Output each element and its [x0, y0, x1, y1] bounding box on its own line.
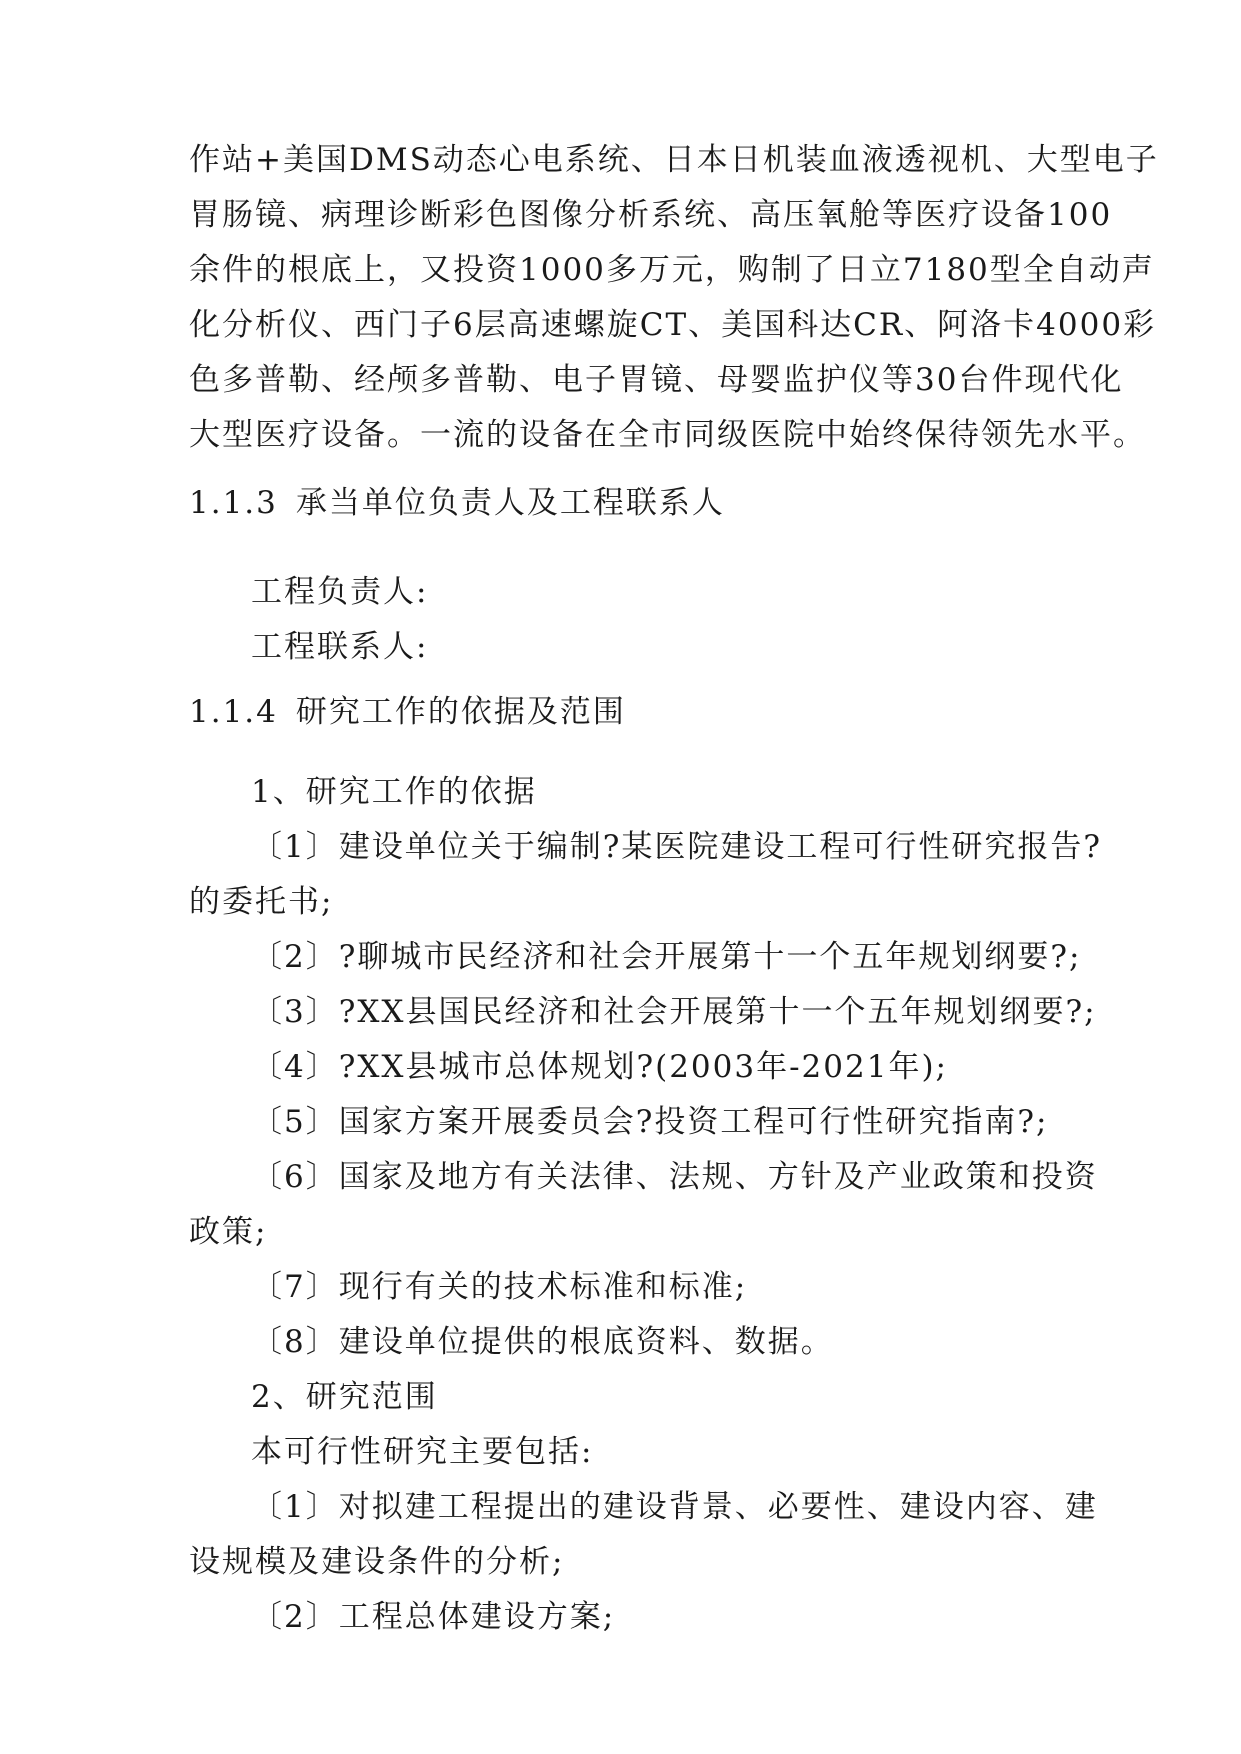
- section-title: 承当单位负责人及工程联系人: [295, 485, 725, 521]
- basis-item: 〔2〕?聊城市民经济和社会开展第十一个五年规划纲要?;: [251, 939, 1082, 975]
- body-text-line: 余件的根底上，又投资1000多万元，购制了日立7180型全自动声: [189, 252, 1155, 288]
- section-number: 1.1.3: [189, 485, 278, 521]
- basis-item: 〔8〕建设单位提供的根底资料、数据。: [251, 1324, 834, 1360]
- basis-heading: 1、研究工作的依据: [251, 774, 537, 810]
- basis-item-continuation: 政策;: [189, 1214, 268, 1250]
- basis-item: 〔4〕?XX县城市总体规划?(2003年-2021年);: [251, 1049, 948, 1085]
- body-text-line: 作站+美国DMS动态心电系统、日本日机装血液透视机、大型电子: [189, 142, 1159, 178]
- section-title: 研究工作的依据及范围: [295, 694, 626, 730]
- project-responsible-line: 工程负责人:: [251, 574, 429, 610]
- scope-item: 〔2〕工程总体建设方案;: [251, 1599, 616, 1635]
- scope-item-continuation: 设规模及建设条件的分析;: [189, 1544, 565, 1580]
- basis-item: 〔3〕?XX县国民经济和社会开展第十一个五年规划纲要?;: [251, 994, 1097, 1030]
- scope-intro: 本可行性研究主要包括:: [251, 1434, 594, 1470]
- basis-item: 〔7〕现行有关的技术标准和标准;: [251, 1269, 748, 1305]
- scope-item: 〔1〕对拟建工程提出的建设背景、必要性、建设内容、建: [251, 1489, 1098, 1525]
- body-text-line: 化分析仪、西门子6层高速螺旋CT、美国科达CR、阿洛卡4000彩: [189, 307, 1157, 343]
- basis-item: 〔1〕建设单位关于编制?某医院建设工程可行性研究报告?: [251, 829, 1102, 865]
- body-text-line: 大型医疗设备。一流的设备在全市同级医院中始终保待领先水平。: [189, 417, 1146, 453]
- section-heading-1-1-4: [189, 690, 626, 734]
- body-text-line: 色多普勒、经颅多普勒、电子胃镜、母婴监护仪等30台件现代化: [189, 362, 1124, 398]
- body-text-line: 胃肠镜、病理诊断彩色图像分析系统、高压氧舱等医疗设备100: [189, 197, 1113, 233]
- basis-item: 〔6〕国家及地方有关法律、法规、方针及产业政策和投资: [251, 1159, 1098, 1195]
- basis-item: 〔5〕国家方案开展委员会?投资工程可行性研究指南?;: [251, 1104, 1049, 1140]
- basis-item-continuation: 的委托书;: [189, 884, 334, 920]
- scope-heading: 2、研究范围: [251, 1379, 438, 1415]
- section-heading-1-1-3: [189, 481, 725, 525]
- project-contact-line: 工程联系人:: [251, 629, 429, 665]
- section-number: 1.1.4: [189, 694, 278, 730]
